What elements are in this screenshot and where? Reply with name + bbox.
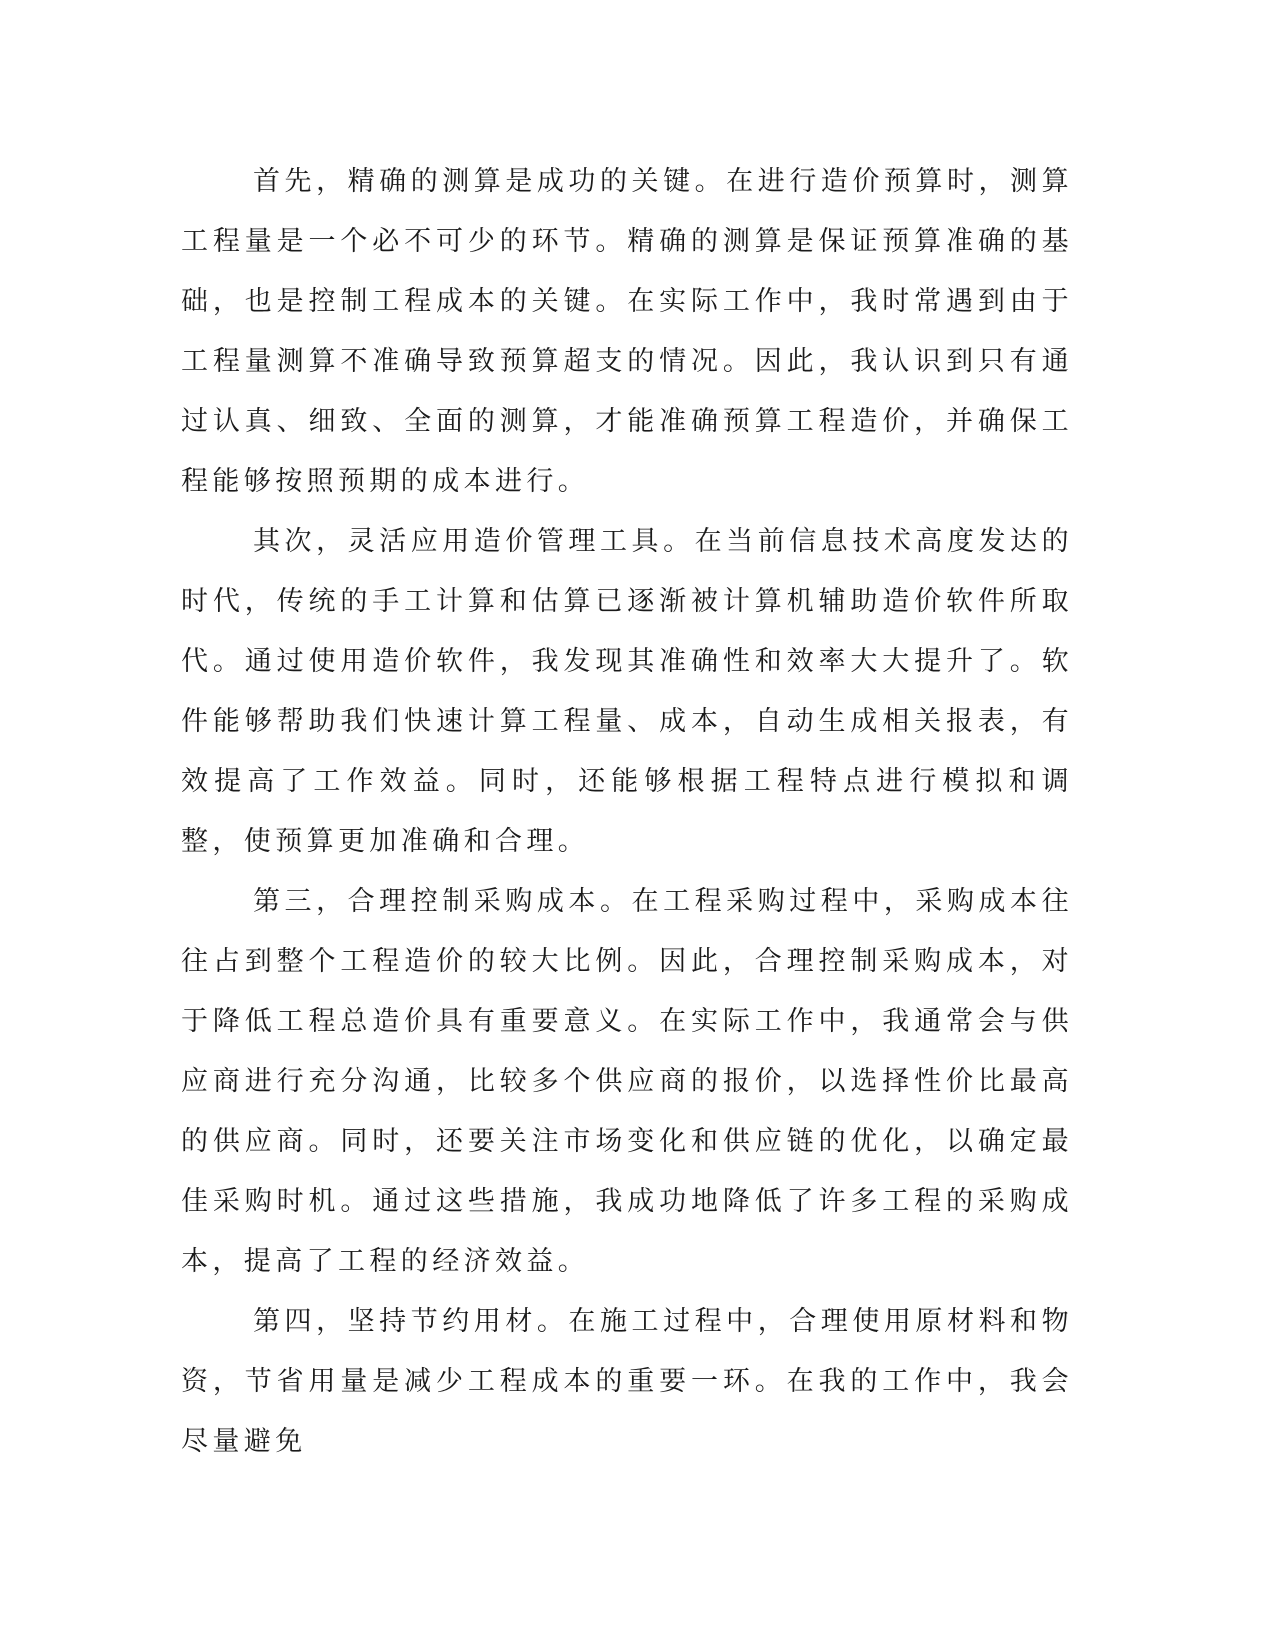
paragraph-2: 其次，灵活应用造价管理工具。在当前信息技术高度发达的时代，传统的手工计算和估算已逐渐被计算机辅助造价软件所取代。通过使用造价软件，我发现其准确性和效率大大提升了。软件能够帮助我们快速计算工程量、成本，自动生成相关报表，有效提高了工作效益。同时，还能够根据工程特点进行模拟和调整，使预算更加准确和合理。 — [181, 526, 1073, 857]
document-body — [181, 152, 1073, 1472]
paragraph-1: 首先，精确的测算是成功的关键。在进行造价预算时，测算工程量是一个必不可少的环节。精确的测算是保证预算准确的基础，也是控制工程成本的关键。在实际工作中，我时常遇到由于工程量测算不准确导致预算超支的情况。因此，我认识到只有通过认真、细致、全面的测算，才能准确预算工程造价，并确保工程能够按照预期的成本进行。 — [181, 166, 1073, 497]
paragraph-4: 第四，坚持节约用材。在施工过程中，合理使用原材料和物资，节省用量是减少工程成本的重要一环。在我的工作中，我会尽量避免 — [181, 1306, 1073, 1457]
paragraph-3: 第三，合理控制采购成本。在工程采购过程中，采购成本往往占到整个工程造价的较大比例。因此，合理控制采购成本，对于降低工程总造价具有重要意义。在实际工作中，我通常会与供应商进行充分沟通，比较多个供应商的报价，以选择性价比最高的供应商。同时，还要关注市场变化和供应链的优化，以确定最佳采购时机。通过这些措施，我成功地降低了许多工程的采购成本，提高了工程的经济效益。 — [181, 886, 1073, 1277]
